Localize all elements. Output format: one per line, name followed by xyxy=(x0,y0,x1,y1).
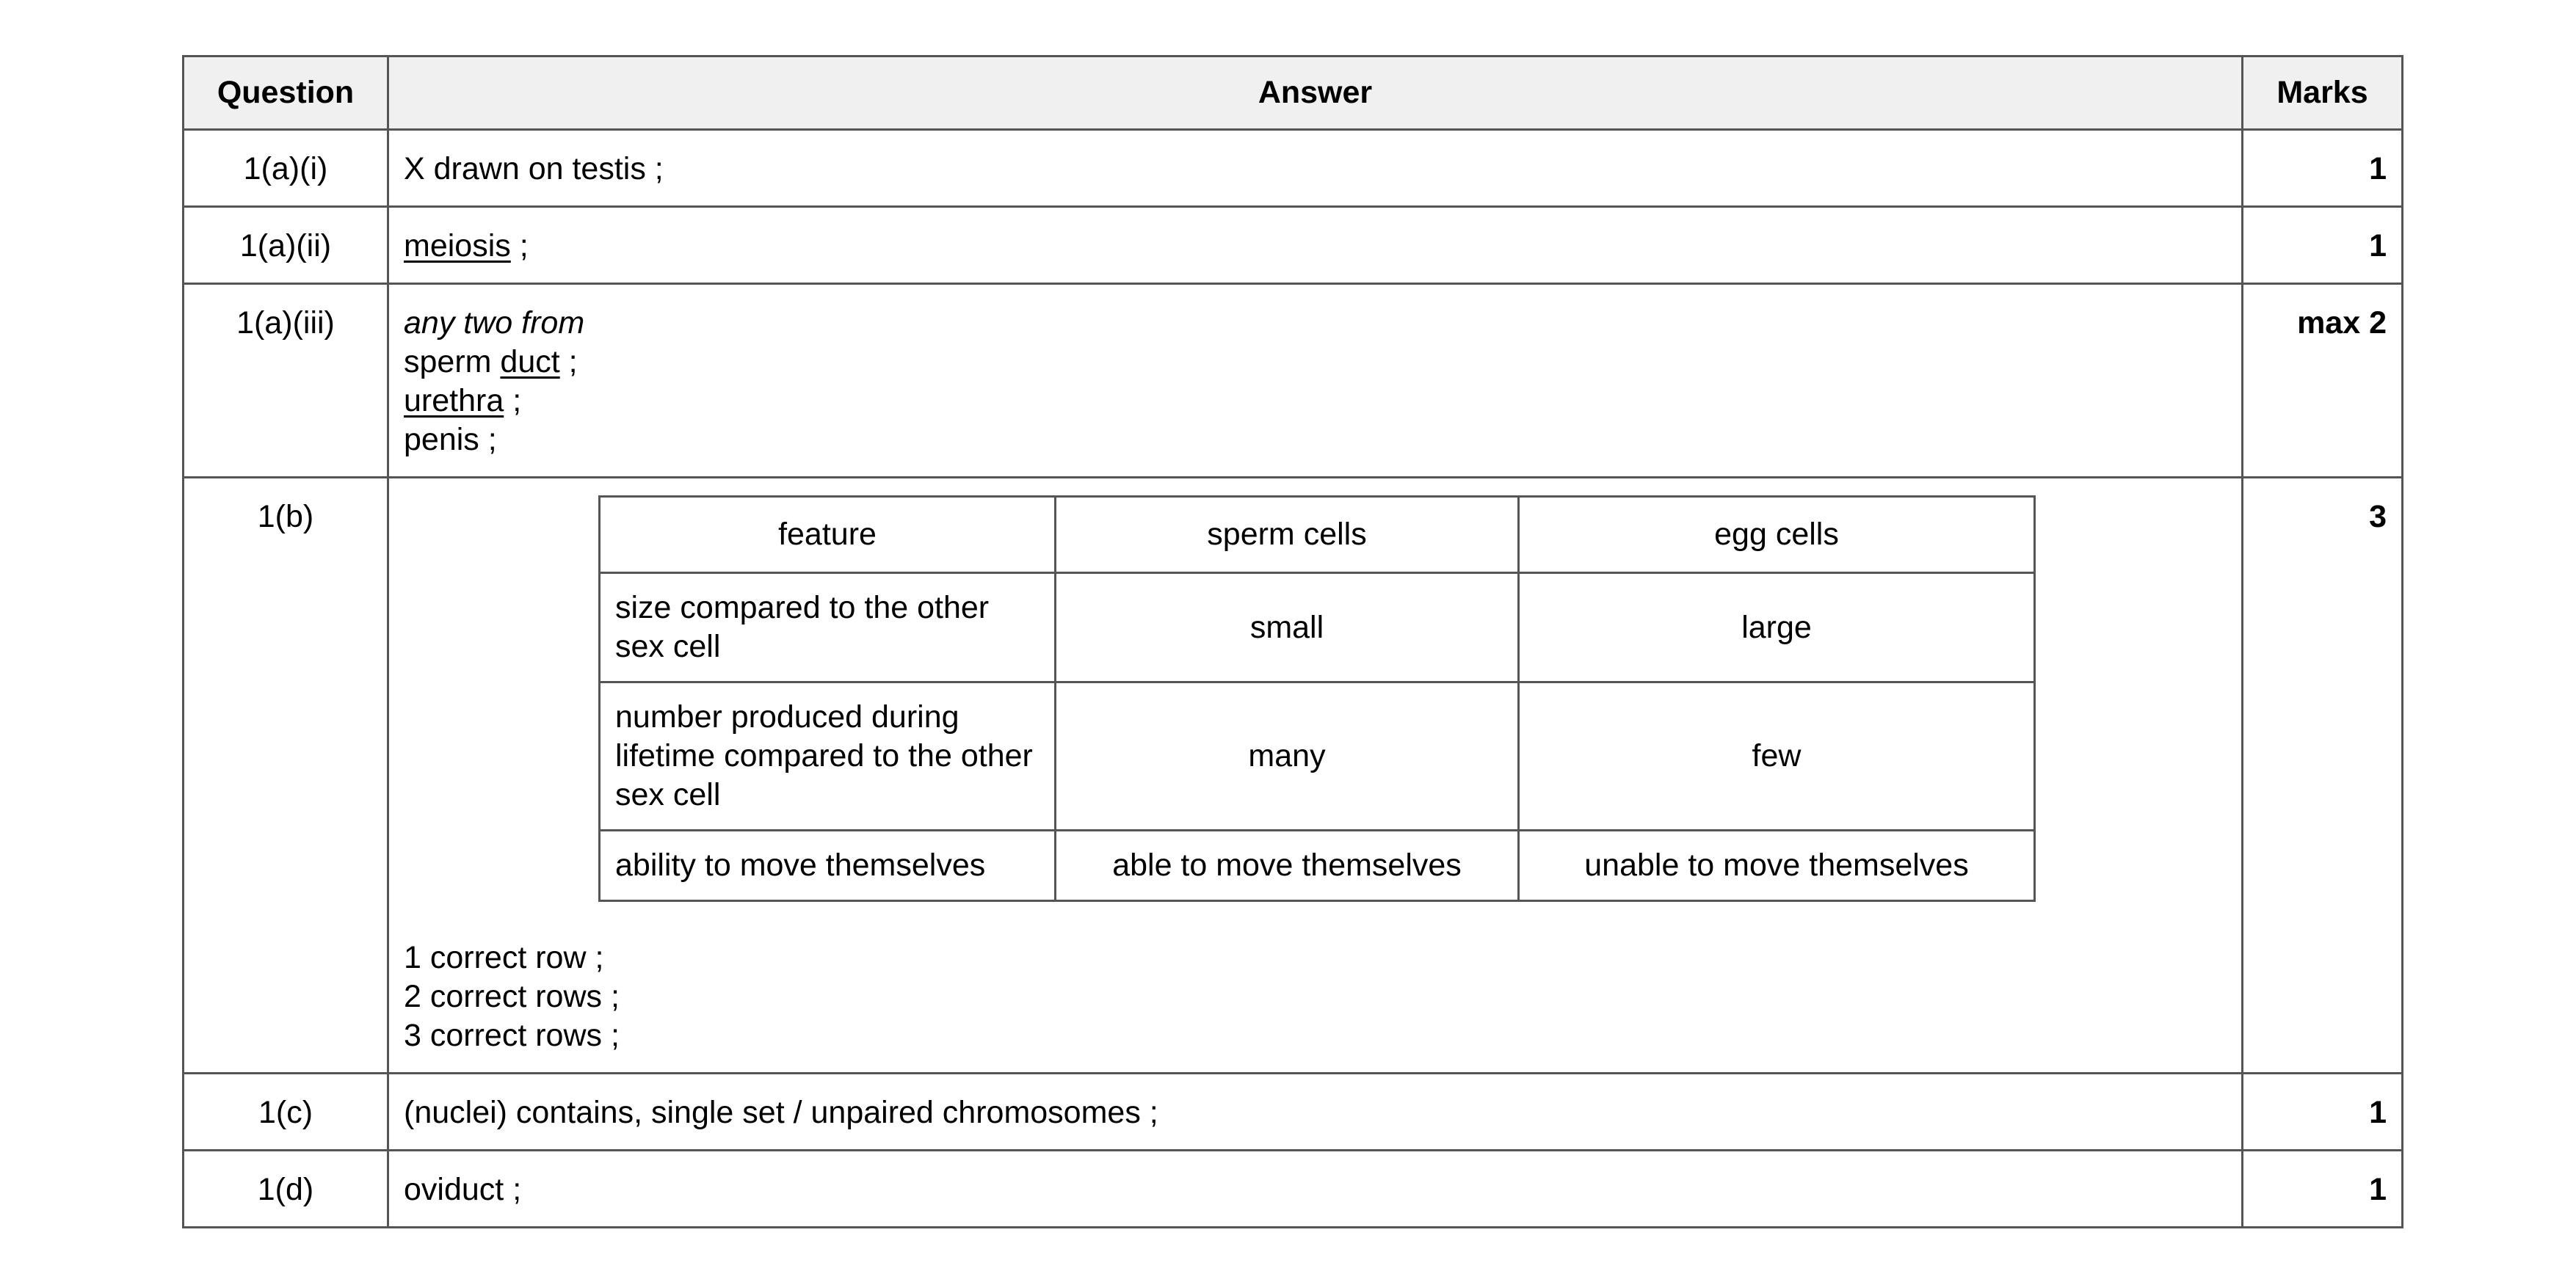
comparison-row xyxy=(600,573,2035,682)
answer-text xyxy=(388,478,2243,1074)
mark-scheme-table xyxy=(182,55,2403,1228)
egg-cell-value: unable to move themselves xyxy=(1519,831,2035,901)
answer-line xyxy=(404,382,2227,420)
table-row xyxy=(184,478,2403,1074)
table-row xyxy=(184,207,2403,284)
marks-column-header: Marks xyxy=(2243,57,2403,130)
underlined-key-term: urethra xyxy=(404,383,504,418)
comparison-table-wrapper xyxy=(404,495,2227,902)
marks-value: 1 xyxy=(2243,1151,2403,1228)
egg-cells-header: egg cells xyxy=(1519,497,2035,573)
table-row xyxy=(184,130,2403,207)
feature-header: feature xyxy=(600,497,1056,573)
marks-value: 3 xyxy=(2243,478,2403,1074)
comparison-header-row xyxy=(600,497,2035,573)
egg-cell-value: large xyxy=(1519,573,2035,682)
header-row xyxy=(184,57,2403,130)
table-row xyxy=(184,1074,2403,1151)
table-row xyxy=(184,284,2403,478)
answer-text: X drawn on testis ; xyxy=(388,130,2243,207)
marks-value: max 2 xyxy=(2243,284,2403,478)
comparison-row xyxy=(600,682,2035,831)
comparison-row xyxy=(600,831,2035,901)
answer-text: oviduct ; xyxy=(388,1151,2243,1228)
sperm-cell-value: able to move themselves xyxy=(1056,831,1519,901)
sperm-cell-value: many xyxy=(1056,682,1519,831)
answer-text xyxy=(388,284,2243,478)
answer-text xyxy=(388,207,2243,284)
feature-cell: number produced during lifetime compared to the other sex cell xyxy=(600,682,1056,831)
sperm-cell-value: small xyxy=(1056,573,1519,682)
marks-value: 1 xyxy=(2243,1074,2403,1151)
answer-column-header: Answer xyxy=(388,57,2243,130)
marking-line: 1 correct row ; xyxy=(404,940,604,975)
answer-instruction: any two from xyxy=(404,305,585,340)
answer-suffix: ; xyxy=(504,383,522,418)
table-row xyxy=(184,1151,2403,1228)
feature-cell: ability to move themselves xyxy=(600,831,1056,901)
egg-cell-value: few xyxy=(1519,682,2035,831)
underlined-key-term: duct xyxy=(500,344,560,379)
sex-cell-comparison-table xyxy=(598,495,2036,902)
answer-text: (nuclei) contains, single set / unpaired chromosomes ; xyxy=(388,1074,2243,1151)
question-column-header: Question xyxy=(184,57,388,130)
underlined-key-term: meiosis xyxy=(404,228,511,263)
feature-cell: size compared to the other sex cell xyxy=(600,573,1056,682)
answer-suffix: ; xyxy=(510,228,529,263)
question-number: 1(b) xyxy=(184,478,388,1074)
marking-guidance xyxy=(404,939,2227,1055)
answer-line xyxy=(404,343,2227,382)
question-number: 1(d) xyxy=(184,1151,388,1228)
marking-line: 2 correct rows ; xyxy=(404,979,620,1014)
marks-value: 1 xyxy=(2243,130,2403,207)
marking-line: 3 correct rows ; xyxy=(404,1018,620,1053)
answer-prefix: sperm xyxy=(404,344,501,379)
question-number: 1(a)(i) xyxy=(184,130,388,207)
question-number: 1(a)(iii) xyxy=(184,284,388,478)
question-number: 1(c) xyxy=(184,1074,388,1151)
marks-value: 1 xyxy=(2243,207,2403,284)
question-number: 1(a)(ii) xyxy=(184,207,388,284)
sperm-cells-header: sperm cells xyxy=(1056,497,1519,573)
answer-line: penis ; xyxy=(404,422,497,457)
answer-suffix: ; xyxy=(559,344,578,379)
